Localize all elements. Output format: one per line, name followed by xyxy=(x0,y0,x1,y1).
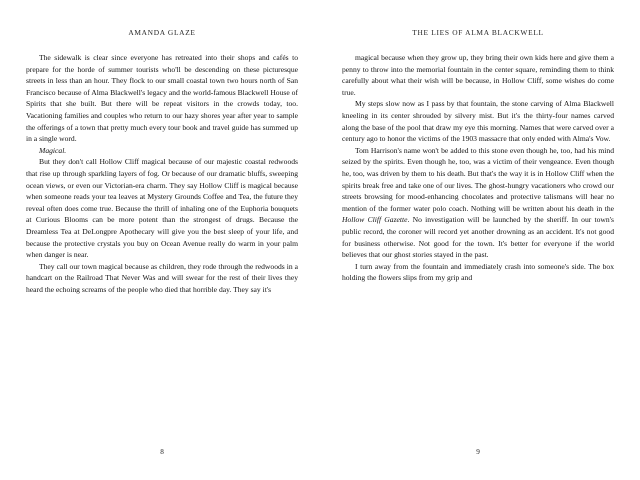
body-text-right xyxy=(342,52,614,438)
paragraph: The sidewalk is clear since everyone has retreated into their shops and cafés to prepare for the horde of summer tourists who'll be descending on these picturesque streets in less than an hour. They flock to our small coastal town two hours north of San Francisco because of Alma Blackwell's legacy and the world-famous Blackwell House of Spirits that she built. But there will be repeat visitors in the crowds today, too. Vacationing families and couples who return to our hazy shores year after year to sample the offerings of a town that pretty much every tour book and travel guide has summed up in a single word. xyxy=(26,53,298,144)
paragraph: I turn away from the fountain and immediately crash into someone's side. The box holding the flowers slips from my grip and xyxy=(342,261,614,283)
body-text-left xyxy=(26,52,298,438)
running-head-left: AMANDA GLAZE xyxy=(128,28,196,37)
paragraph: They call our town magical because as children, they rode through the redwoods in a handcart on the Railroad That Never Was and will swear for the rest of their lives they heard the echoing screams of the people who died that horrible day. They say it's xyxy=(26,261,298,294)
paragraph: Tom Harrison's name won't be added to this stone even though he, too, had his mind seized by the spirits. Even though he, too, was a victim of their vengeance. Even though he, too, was driven by them to his death. But that's the way it is in Hollow Cliff when the spirits break free and take one of our lives. The ghost-hungry vacationers who crowd our streets browsing for mood-enhancing chocolates and protective talismans will hear no mention of the former water polo coach. Nothing will be written about his death in the Hollow Cliff Gazette. No investigation will be launched by the sheriff. In our town's public record, the coroner will record yet another drowning as an accident. It's not good for business otherwise. Not good for the town. It's better for everyone if the world believes that our ghost stories stayed in the past. xyxy=(342,145,614,260)
running-head-right: THE LIES OF ALMA BLACKWELL xyxy=(412,28,544,37)
page-right xyxy=(320,28,614,458)
page-number-right: 9 xyxy=(476,448,480,456)
page-left xyxy=(26,28,320,458)
paragraph: magical because when they grow up, they bring their own kids here and give them a penny to throw into the memorial fountain in the center square, reminding them to think carefully about what their wish will be because, in Hollow Cliff, some wishes do come true. xyxy=(342,53,614,97)
paragraph: My steps slow now as I pass by that fountain, the stone carving of Alma Blackwell kneeling in its center shrouded by silvery mist. But it's the thirty-four names carved along the base of the pool that draw my eye this morning. Names that were carved over a century ago to honor the victims of the 1903 massacre that only ended with Alma's Vow. xyxy=(342,99,614,144)
paragraph: But they don't call Hollow Cliff magical because of our majestic coastal redwoods that rise up through sparkling layers of fog. Or because of our dramatic bluffs, sweeping ocean views, or even our Victorian-era charm. They say Hollow Cliff is magical because when someone reads your tea leaves at Mystery Grounds Coffee and Tea, the future they reveal often does come true. Because the thrill of inhaling one of the Euphoria bouquets at Curious Blooms can be more potent than the strongest of drugs. Because the Dreamless Tea at DeLongpre Apothecary will give you the best sleep of your life, and because the protective crystals you buy on Ocean Avenue really do warm in your palm when danger is near. xyxy=(26,157,298,260)
paragraph: Magical. xyxy=(39,145,67,155)
page-number-left: 8 xyxy=(160,448,164,456)
